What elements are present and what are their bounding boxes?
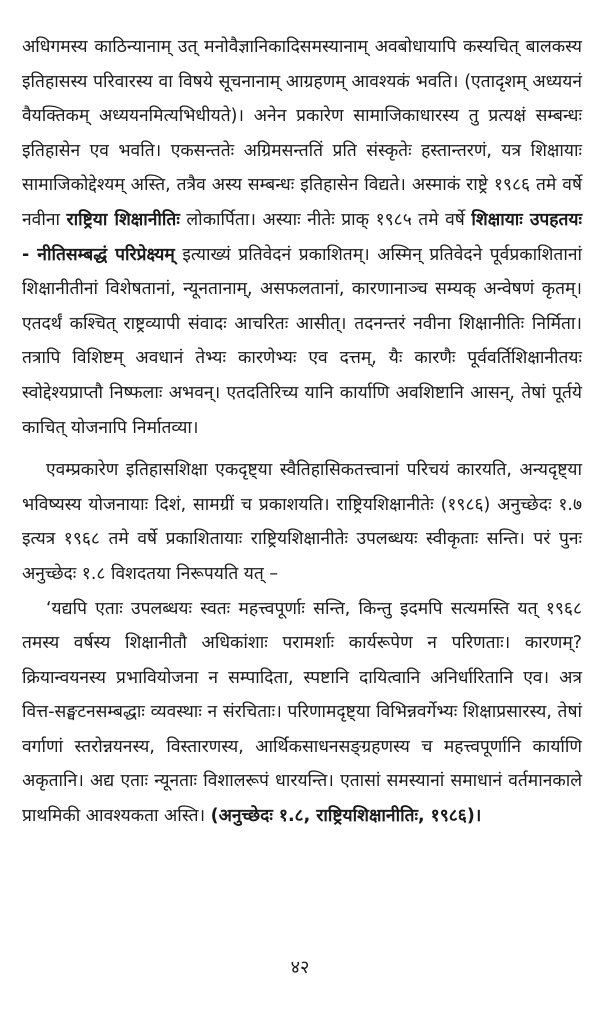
page-body: [22, 30, 582, 834]
page-number: ४२: [290, 957, 310, 978]
bold-citation: (अनुच्छेदः १.८, राष्ट्रियशिक्षानीतिः, १९८६)।: [210, 806, 482, 827]
paragraph-history-and-policy: [22, 30, 582, 445]
paragraph-text: लोकार्पिता। अस्याः नीतेः प्राक् १९८५ तमे वर्षे: [179, 209, 472, 230]
bold-policy-title: राष्ट्रिया शिक्षानीतिः: [66, 209, 180, 230]
quotation-text: ‘यद्यपि एताः उपलब्धयः स्वतः महत्त्वपूर्णाः सन्ति, किन्तु इदमपि सत्यमस्ति यत् १९६८ तमस्य वर्षस्य शिक्षानीतौ अधिकांशाः परामर्शाः कार्यरूपेण न परिणताः। कारणम्? क्रियान्वयनस्य प्रभावियोजना न सम्पादिता, स्पष्टानि दायित्वानि अनिर्धारितानि एव। अत्र वित्त-सङ्घटनसम्बद्धाः व्यवस्थाः न संरचिताः। परिणामदृष्ट्या विभिन्नवर्गेभ्यः शिक्षाप्रसारस्य, तेषां वर्गाणां स्तरोन्नयनस्य, विस्तारणस्य, आर्थिकसाधनसङ्ग्रहणस्य च महत्त्वपूर्णानि कार्याणि अकृतानि। अद्य एताः न्यूनताः विशालरूपं धारयन्ति। एतासां समस्यानां समाधानं वर्तमानकाले प्राथमिकी आवश्यकता अस्ति।: [22, 598, 582, 827]
paragraph-text: इत्याख्यं प्रतिवेदनं प्रकाशितम्। अस्मिन् प्रतिवेदने पूर्वप्रकाशितानां शिक्षानीतीनां विशेषतानां, न्यूनतानाम्, असफलतानां, कारणानाञ्च सम्यक् अन्वेषणं कृतम्। एतदर्थं कश्चित् राष्ट्रव्यापी संवादः आचरितः आसीत्। तदनन्तरं नवीना शिक्षानीतिः निर्मिता। तत्रापि विशिष्टम् अवधानं तेभ्यः कारणेभ्यः एव दत्तम्, यैः कारणैः पूर्ववर्तिशिक्षानीतयः स्वोद्देश्यप्राप्तौ निष्फलाः अभवन्। एतदतिरिच्य यानि कार्याणि अवशिष्टानि आसन्, तेषां पूर्तये काचित् योजनापि निर्मातव्या।: [22, 244, 583, 438]
paragraph-text: अधिगमस्य काठिन्यानाम् उत् मनोवैज्ञानिकादिसमस्यानाम् अवबोधायापि कस्यचित् बालकस्य इतिहासस्य परिवारस्य वा विषये सूचनानाम् आग्रहणम् आवश्यकं भवति। (एतादृशम् अध्ययनं वैयक्तिकम् अध्ययनमित्यभिधीयते)। अनेन प्रकारेण सामाजिकाधारस्य तु प्रत्यक्षं सम्बन्धः इतिहासेन एव भवति। एकसन्ततेः अग्रिमसन्ततिं प्रति संस्कृतेः हस्तान्तरणं, यत्र शिक्षायाः सामाजिकोद्देश्यम् अस्ति, तत्रैव अस्य सम्बन्धः इतिहासेन विद्यते। अस्माकं राष्ट्रे १९८६ तमे वर्षे नवीना: [22, 37, 582, 230]
bold-report-title: शिक्षायाः उपहतयः - नीतिसम्बद्धं परिप्रेक्ष्यम्: [22, 209, 583, 265]
paragraph-quotation: [22, 592, 582, 834]
paragraph-text: एवम्प्रकारेण इतिहासशिक्षा एकदृष्ट्या स्वैतिहासिकतत्त्वानां परिचयं कारयति, अन्यदृष्ट्या भविष्यस्य योजनायाः दिशं, सामग्रीं च प्रकाशयति। राष्ट्रियशिक्षानीतेः (१९८६) अनुच्छेदः १.७ इत्यत्र १९६८ तमे वर्षे प्रकाशितायाः राष्ट्रियशिक्षानीतेः उपलब्धयः स्वीकृताः सन्ति। परं पुनः अनुच्छेदः १.८ विशदतया निरूपयति यत् –: [22, 460, 582, 584]
paragraph-history-education: [22, 453, 582, 591]
